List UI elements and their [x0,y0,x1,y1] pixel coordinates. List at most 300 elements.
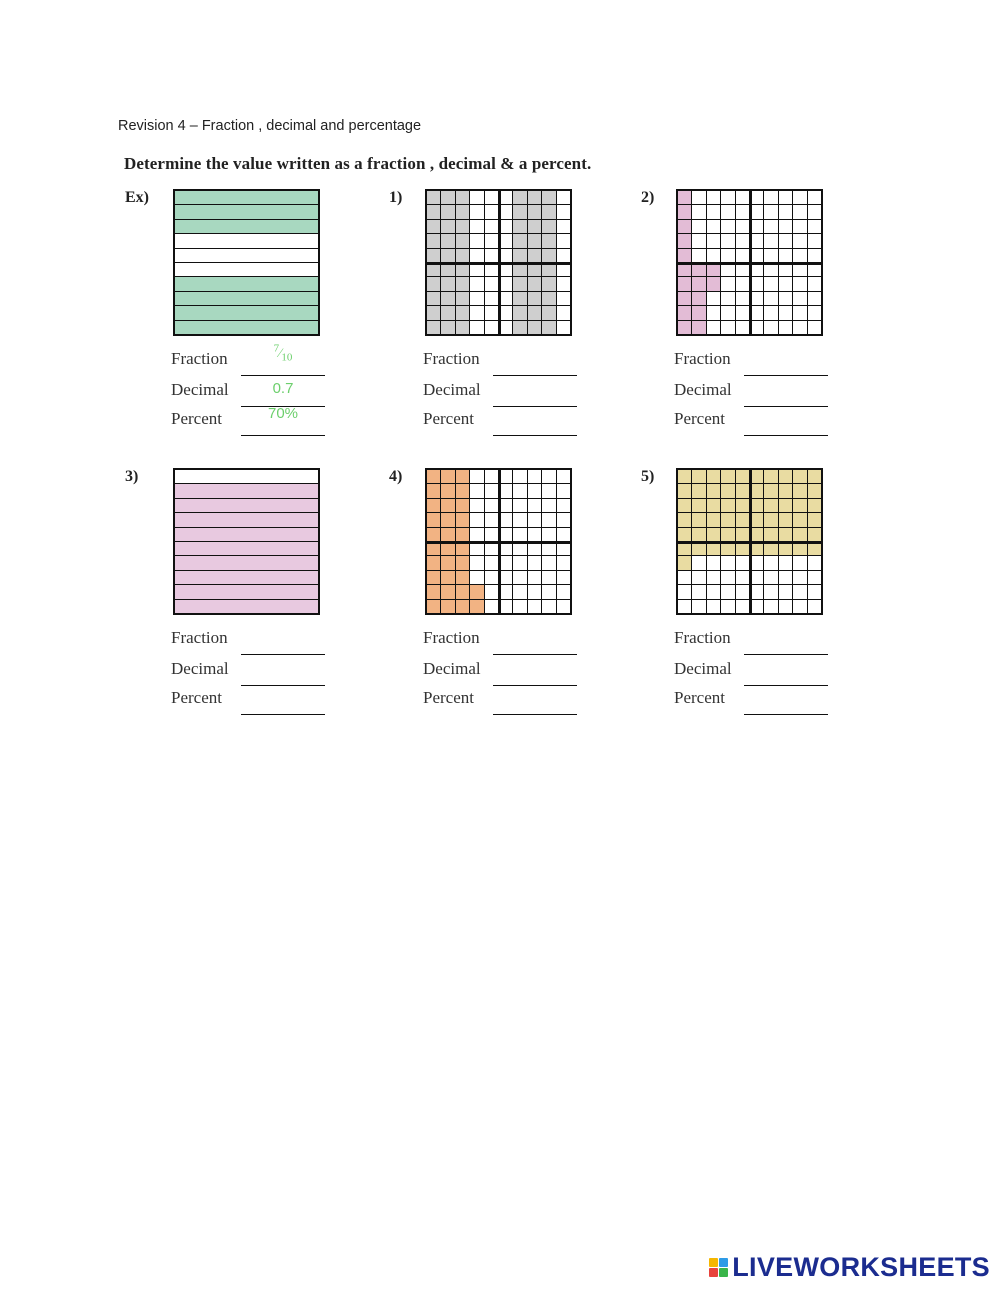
model-cell [678,220,691,233]
model-cell [808,205,821,218]
model-cell [175,513,318,526]
model-cell [707,277,720,290]
model-cell [542,556,555,569]
fraction-answer-field[interactable] [744,375,828,376]
model-cell [470,513,483,526]
model-cell [721,585,734,598]
model-cell [513,470,526,483]
model-cell [427,263,440,276]
model-cell [499,220,512,233]
model-cell [750,513,763,526]
model-cell [542,499,555,512]
model-cell [513,234,526,247]
model-cell [793,306,806,319]
model-cell [721,556,734,569]
model-cell [736,513,749,526]
model-cell [808,513,821,526]
decimal-answer-field[interactable] [493,406,577,407]
model-cell [793,499,806,512]
model-cell [750,542,763,555]
model-cell [557,220,570,233]
model-cell [779,513,792,526]
model-cell [793,220,806,233]
model-cell [678,191,691,204]
model-cell [707,556,720,569]
model-cell [692,205,705,218]
model-cell [485,556,498,569]
model-cell [678,292,691,305]
model-cell [528,306,541,319]
model-cell [678,556,691,569]
model-cell [721,528,734,541]
model-cell [736,292,749,305]
liveworksheets-logo-icon [709,1258,728,1277]
model-cell [692,556,705,569]
model-cell [750,600,763,613]
model-cell [528,484,541,497]
problem-label: 4) [389,468,403,485]
model-cell [764,249,777,262]
model-cell [678,470,691,483]
model-cell [441,249,454,262]
model-cell [175,571,318,584]
model-cell [736,470,749,483]
model-cell [557,600,570,613]
model-cell [793,542,806,555]
model-cell [485,470,498,483]
percent-answer-field[interactable] [493,435,577,436]
model-cell [678,306,691,319]
model-cell [557,292,570,305]
model-cell [542,528,555,541]
model-cell [678,249,691,262]
percent-label: Percent [423,409,474,428]
percent-label: Percent [171,409,222,428]
model-cell [692,263,705,276]
model-cell [692,292,705,305]
model-cell [736,220,749,233]
model-cell [557,513,570,526]
model-cell [793,277,806,290]
model-cell [485,277,498,290]
model-cell [764,571,777,584]
model-cell [764,484,777,497]
model-cell [456,470,469,483]
model-cell [513,528,526,541]
model-cell [528,277,541,290]
model-cell [513,499,526,512]
percent-answer-field[interactable] [241,435,325,436]
model-cell [750,249,763,262]
model-cell [721,220,734,233]
model-cell [441,292,454,305]
percent-answer-field[interactable] [241,714,325,715]
model-cell [513,191,526,204]
model-cell [427,499,440,512]
model-cell [557,585,570,598]
model-cell [808,306,821,319]
model-cell [528,470,541,483]
model-cell [485,306,498,319]
model-cell [470,484,483,497]
model-cell [678,585,691,598]
model-cell [764,542,777,555]
fraction-answer-value: $^7⁄_{10}$ [273,343,293,364]
model-cell [793,600,806,613]
grid-divider [427,542,570,544]
model-cell [427,234,440,247]
model-cell [707,292,720,305]
model-cell [678,277,691,290]
model-cell [542,470,555,483]
percent-answer-field[interactable] [744,714,828,715]
model-cell [456,277,469,290]
model-cell [779,205,792,218]
model-cell [542,600,555,613]
model-cell [764,513,777,526]
model-cell [175,263,318,276]
model-cell [793,263,806,276]
model-cell [175,234,318,247]
model-cell [793,513,806,526]
model-cell [692,306,705,319]
model-cell [441,234,454,247]
model-cell [692,277,705,290]
model-cell [485,513,498,526]
model-cell [764,470,777,483]
model-cell [470,263,483,276]
model-cell [499,249,512,262]
model-cell [557,484,570,497]
model-cell [528,191,541,204]
model-cell [485,528,498,541]
model-cell [750,571,763,584]
model-cell [175,528,318,541]
model-cell [499,191,512,204]
model-cell [175,220,318,233]
model-cell [427,470,440,483]
model-cell [441,542,454,555]
fraction-label: Fraction [423,349,480,368]
model-cell [542,292,555,305]
model-cell [456,484,469,497]
model-cell [542,484,555,497]
model-cell [736,263,749,276]
fraction-answer-field[interactable] [493,654,577,655]
model-cell [456,585,469,598]
model-cell [721,499,734,512]
model-cell [470,249,483,262]
model-cell [499,234,512,247]
model-cell [808,600,821,613]
model-cell [175,600,318,613]
model-cell [427,513,440,526]
model-cell [441,513,454,526]
model-cell [175,249,318,262]
grid-divider [427,263,570,265]
model-cell [427,571,440,584]
percent-label: Percent [171,688,222,707]
model-cell [485,484,498,497]
fraction-model [676,189,823,336]
model-cell [779,306,792,319]
model-cell [793,292,806,305]
model-cell [764,306,777,319]
model-cell [808,277,821,290]
model-cell [175,542,318,555]
model-cell [736,499,749,512]
model-cell [499,484,512,497]
model-cell [678,484,691,497]
model-cell [528,513,541,526]
model-cell [456,292,469,305]
model-cell [542,191,555,204]
fraction-label: Fraction [423,628,480,647]
model-cell [470,542,483,555]
model-cell [499,205,512,218]
model-cell [692,600,705,613]
model-cell [764,263,777,276]
model-cell [750,191,763,204]
model-cell [678,321,691,334]
model-cell [750,220,763,233]
model-cell [793,470,806,483]
model-cell [542,542,555,555]
fraction-answer-field[interactable] [241,654,325,655]
model-cell [750,528,763,541]
model-cell [808,234,821,247]
model-cell [750,277,763,290]
model-cell [175,292,318,305]
model-cell [764,205,777,218]
model-cell [793,191,806,204]
model-cell [456,220,469,233]
model-cell [456,499,469,512]
model-cell [779,528,792,541]
model-cell [678,234,691,247]
model-cell [175,470,318,483]
model-cell [779,249,792,262]
brand-text: LIVEWORKSHEETS [732,1252,990,1282]
decimal-label: Decimal [674,659,732,678]
model-cell [764,321,777,334]
model-cell [441,205,454,218]
model-cell [736,249,749,262]
model-cell [470,499,483,512]
decimal-label: Decimal [171,659,229,678]
model-cell [707,205,720,218]
model-cell [678,263,691,276]
model-cell [793,585,806,598]
model-cell [764,234,777,247]
problem-label: 3) [125,468,139,485]
model-cell [485,234,498,247]
model-cell [528,528,541,541]
model-cell [779,220,792,233]
model-cell [470,556,483,569]
model-cell [499,513,512,526]
model-cell [692,484,705,497]
model-cell [707,191,720,204]
model-cell [456,263,469,276]
decimal-label: Decimal [171,380,229,399]
model-cell [750,306,763,319]
fraction-answer-field[interactable] [744,654,828,655]
model-cell [721,306,734,319]
model-cell [427,585,440,598]
model-cell [175,277,318,290]
model-cell [441,470,454,483]
model-cell [513,321,526,334]
model-cell [528,571,541,584]
decimal-answer-field[interactable] [744,685,828,686]
model-cell [557,556,570,569]
model-cell [793,205,806,218]
model-cell [793,571,806,584]
model-cell [779,292,792,305]
model-cell [736,234,749,247]
model-cell [721,600,734,613]
model-cell [750,263,763,276]
model-cell [736,585,749,598]
model-cell [470,600,483,613]
decimal-answer-field[interactable] [744,406,828,407]
model-cell [707,600,720,613]
model-cell [707,499,720,512]
model-cell [513,205,526,218]
model-cell [692,321,705,334]
model-cell [427,484,440,497]
model-cell [736,528,749,541]
model-cell [736,205,749,218]
model-cell [441,600,454,613]
model-cell [542,306,555,319]
model-cell [427,277,440,290]
model-cell [692,220,705,233]
model-cell [692,470,705,483]
model-cell [808,220,821,233]
model-cell [499,321,512,334]
percent-label: Percent [674,688,725,707]
model-cell [441,277,454,290]
model-cell [736,556,749,569]
model-cell [736,191,749,204]
model-cell [707,484,720,497]
model-cell [557,249,570,262]
model-cell [427,600,440,613]
model-cell [692,571,705,584]
model-cell [707,542,720,555]
model-cell [499,571,512,584]
model-cell [692,513,705,526]
model-cell [557,263,570,276]
model-cell [499,556,512,569]
model-cell [485,220,498,233]
model-cell [779,470,792,483]
model-cell [779,191,792,204]
problem-label: 1) [389,189,403,206]
model-cell [542,234,555,247]
model-cell [808,528,821,541]
model-cell [513,277,526,290]
model-cell [441,263,454,276]
model-cell [470,220,483,233]
model-cell [707,470,720,483]
model-cell [750,484,763,497]
model-cell [499,600,512,613]
percent-label: Percent [423,688,474,707]
model-cell [779,321,792,334]
decimal-answer-field[interactable] [493,685,577,686]
model-cell [542,263,555,276]
model-cell [692,191,705,204]
model-cell [557,470,570,483]
model-cell [485,249,498,262]
model-cell [750,321,763,334]
model-cell [513,484,526,497]
model-cell [427,556,440,569]
model-cell [779,499,792,512]
model-cell [499,277,512,290]
model-cell [528,205,541,218]
model-cell [499,263,512,276]
model-cell [808,191,821,204]
model-cell [528,263,541,276]
model-cell [456,600,469,613]
model-cell [499,292,512,305]
fraction-model [173,468,320,615]
model-cell [779,542,792,555]
fraction-answer-field[interactable] [241,375,325,376]
model-cell [692,528,705,541]
model-cell [678,499,691,512]
model-cell [470,205,483,218]
model-cell [750,556,763,569]
model-cell [793,249,806,262]
model-cell [557,306,570,319]
model-cell [456,571,469,584]
model-cell [808,499,821,512]
percent-answer-field[interactable] [744,435,828,436]
model-cell [427,306,440,319]
problem-label: 2) [641,189,655,206]
percent-answer-field[interactable] [493,714,577,715]
model-cell [764,585,777,598]
model-cell [808,249,821,262]
model-cell [485,600,498,613]
model-cell [485,321,498,334]
model-cell [175,191,318,204]
model-cell [499,499,512,512]
model-cell [750,470,763,483]
model-cell [736,277,749,290]
model-cell [542,277,555,290]
model-cell [456,306,469,319]
model-cell [528,234,541,247]
model-cell [707,234,720,247]
model-cell [542,249,555,262]
brand[interactable] [709,1252,990,1283]
fraction-answer-field[interactable] [493,375,577,376]
decimal-answer-field[interactable] [241,685,325,686]
model-cell [678,571,691,584]
model-cell [779,263,792,276]
model-cell [721,205,734,218]
model-cell [456,321,469,334]
model-cell [764,600,777,613]
model-cell [764,277,777,290]
model-cell [692,585,705,598]
